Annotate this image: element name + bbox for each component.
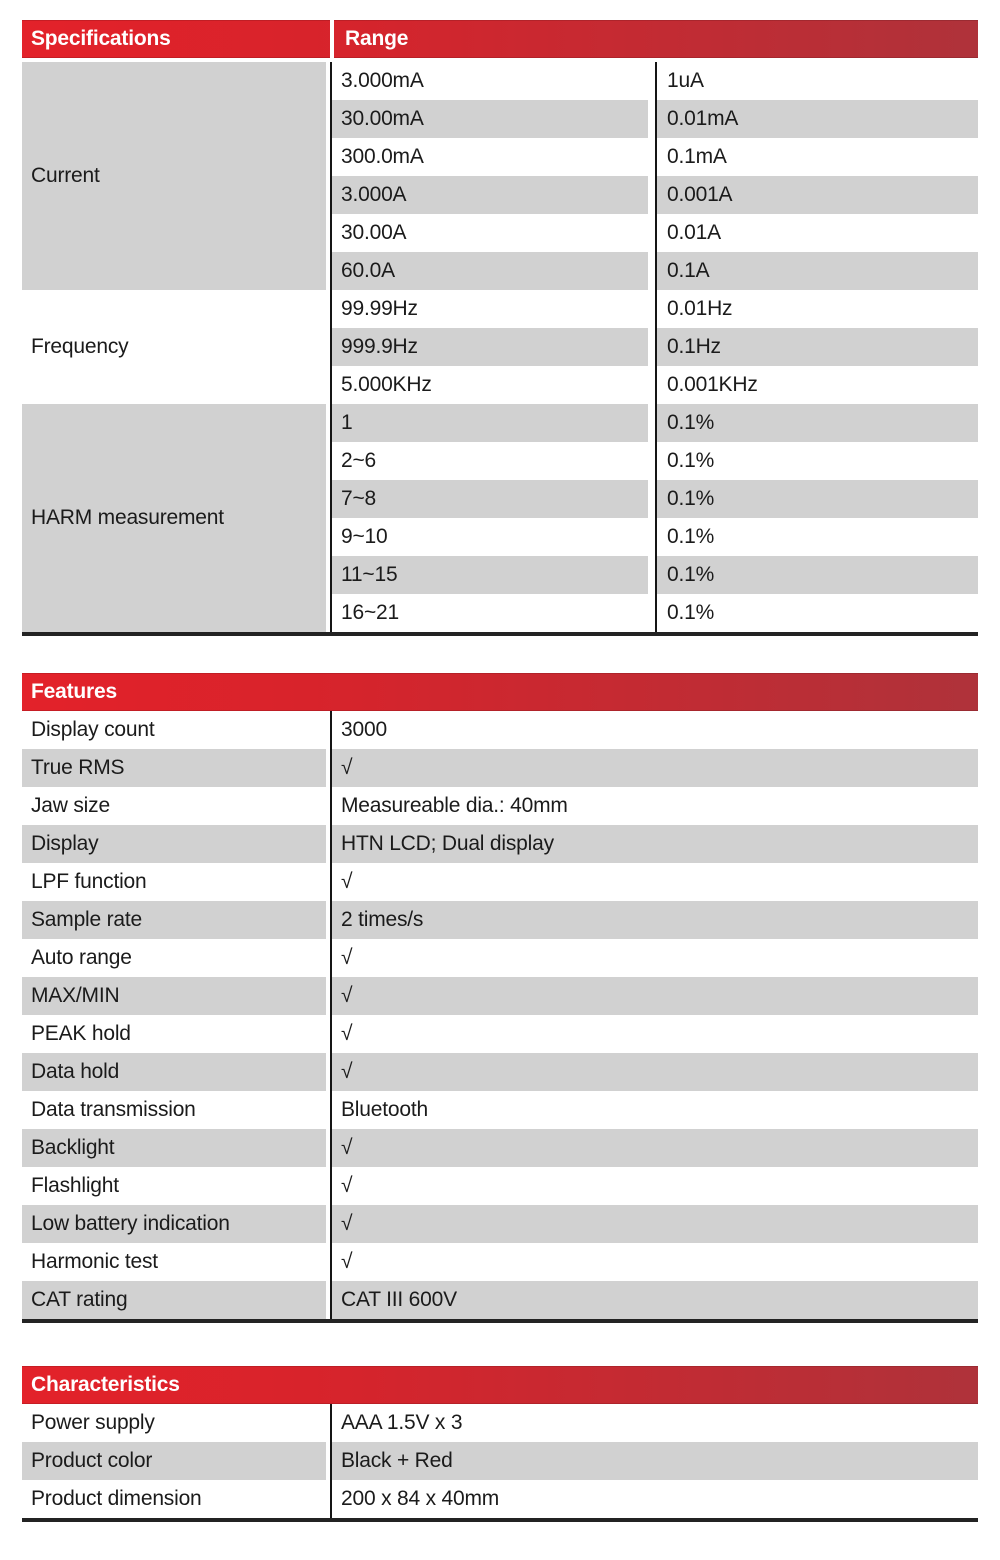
spec-table-header	[22, 20, 978, 58]
range-cell: 1	[330, 404, 655, 442]
value-cell: 2 times/s	[330, 901, 978, 939]
features-header-label: Features	[31, 680, 117, 703]
range-cell: 60.0A	[330, 252, 655, 290]
range-cell: 7~8	[330, 480, 655, 518]
section-label-cell: Frequency	[22, 290, 330, 404]
table-row	[330, 252, 978, 290]
section-label-cell: HARM measurement	[22, 404, 330, 632]
label-cell: Auto range	[22, 939, 330, 977]
value-cell: 200 x 84 x 40mm	[330, 1480, 978, 1518]
range-header-cell	[334, 20, 978, 58]
table-row	[22, 1480, 978, 1518]
resolution-cell: 0.1%	[655, 480, 978, 518]
table-row	[330, 214, 978, 252]
value-cell: √	[330, 1015, 978, 1053]
table-row	[330, 594, 978, 632]
resolution-cell: 0.01mA	[655, 100, 978, 138]
table-row	[22, 1091, 978, 1129]
table-row	[22, 825, 978, 863]
range-cell: 16~21	[330, 594, 655, 632]
table-row	[22, 939, 978, 977]
value-cell: √	[330, 1053, 978, 1091]
table-row	[22, 1167, 978, 1205]
resolution-cell: 0.1Hz	[655, 328, 978, 366]
spec-rows	[330, 62, 978, 290]
table-row	[330, 366, 978, 404]
specifications-header-label: Specifications	[31, 27, 171, 50]
resolution-cell: 0.01A	[655, 214, 978, 252]
label-cell: Harmonic test	[22, 1243, 330, 1281]
spec-section	[22, 62, 978, 290]
resolution-cell: 0.001KHz	[655, 366, 978, 404]
label-cell: Jaw size	[22, 787, 330, 825]
value-cell: √	[330, 939, 978, 977]
table-row	[330, 176, 978, 214]
table-row	[22, 749, 978, 787]
range-cell: 3.000A	[330, 176, 655, 214]
value-cell: Black + Red	[330, 1442, 978, 1480]
value-cell: √	[330, 977, 978, 1015]
table-row	[22, 787, 978, 825]
spec-sheet	[0, 20, 1000, 1560]
table-row	[22, 711, 978, 749]
table-row	[22, 1053, 978, 1091]
value-cell: Measureable dia.: 40mm	[330, 787, 978, 825]
table-row	[22, 1243, 978, 1281]
resolution-cell: 0.1%	[655, 594, 978, 632]
label-cell: Product color	[22, 1442, 330, 1480]
value-cell: Bluetooth	[330, 1091, 978, 1129]
table-row	[22, 1129, 978, 1167]
value-cell: √	[330, 1167, 978, 1205]
label-cell: Power supply	[22, 1404, 330, 1442]
label-cell: Data transmission	[22, 1091, 330, 1129]
label-cell: Low battery indication	[22, 1205, 330, 1243]
range-cell: 3.000mA	[330, 62, 655, 100]
value-cell: √	[330, 1129, 978, 1167]
range-cell: 9~10	[330, 518, 655, 556]
characteristics-table	[22, 1366, 978, 1522]
label-cell: True RMS	[22, 749, 330, 787]
table-row	[22, 1281, 978, 1319]
label-cell: Sample rate	[22, 901, 330, 939]
characteristics-table-header	[22, 1366, 978, 1404]
table-row	[330, 480, 978, 518]
resolution-cell: 0.1A	[655, 252, 978, 290]
resolution-cell: 0.1%	[655, 442, 978, 480]
table-row	[330, 518, 978, 556]
spec-table-body	[22, 58, 978, 632]
label-cell: Backlight	[22, 1129, 330, 1167]
characteristics-header-label: Characteristics	[31, 1373, 180, 1396]
label-cell: LPF function	[22, 863, 330, 901]
label-cell: PEAK hold	[22, 1015, 330, 1053]
table-row	[330, 62, 978, 100]
table-row	[22, 1442, 978, 1480]
value-cell: AAA 1.5V x 3	[330, 1404, 978, 1442]
section-label-cell: Current	[22, 62, 330, 290]
range-cell: 30.00mA	[330, 100, 655, 138]
table-row	[330, 138, 978, 176]
value-cell: HTN LCD; Dual display	[330, 825, 978, 863]
range-cell: 5.000KHz	[330, 366, 655, 404]
resolution-cell: 1uA	[655, 62, 978, 100]
label-cell: Flashlight	[22, 1167, 330, 1205]
features-table-body	[22, 711, 978, 1319]
table-row	[330, 556, 978, 594]
value-cell: √	[330, 863, 978, 901]
table-row	[22, 1015, 978, 1053]
table-row	[22, 977, 978, 1015]
table-row	[330, 328, 978, 366]
resolution-cell: 0.1%	[655, 404, 978, 442]
range-cell: 30.00A	[330, 214, 655, 252]
table-row	[330, 100, 978, 138]
label-cell: Product dimension	[22, 1480, 330, 1518]
label-cell: Display count	[22, 711, 330, 749]
spec-rows	[330, 290, 978, 404]
label-cell: CAT rating	[22, 1281, 330, 1319]
table-row	[330, 404, 978, 442]
range-cell: 2~6	[330, 442, 655, 480]
characteristics-table-body	[22, 1404, 978, 1518]
table-row	[22, 1404, 978, 1442]
table-row	[330, 442, 978, 480]
range-cell: 99.99Hz	[330, 290, 655, 328]
value-cell: √	[330, 1243, 978, 1281]
features-table	[22, 673, 978, 1323]
range-cell: 300.0mA	[330, 138, 655, 176]
value-cell: 3000	[330, 711, 978, 749]
value-cell: √	[330, 1205, 978, 1243]
resolution-cell: 0.1mA	[655, 138, 978, 176]
table-row	[330, 290, 978, 328]
label-cell: MAX/MIN	[22, 977, 330, 1015]
value-cell: √	[330, 749, 978, 787]
resolution-cell: 0.01Hz	[655, 290, 978, 328]
table-row	[22, 1205, 978, 1243]
specifications-table	[22, 20, 978, 636]
spec-rows	[330, 404, 978, 632]
label-cell: Data hold	[22, 1053, 330, 1091]
range-cell: 11~15	[330, 556, 655, 594]
spec-section	[22, 404, 978, 632]
spec-section	[22, 290, 978, 404]
resolution-cell: 0.1%	[655, 518, 978, 556]
range-header-label: Range	[345, 27, 409, 50]
specifications-header-cell	[22, 20, 330, 58]
resolution-cell: 0.1%	[655, 556, 978, 594]
table-row	[22, 901, 978, 939]
features-table-header	[22, 673, 978, 711]
value-cell: CAT III 600V	[330, 1281, 978, 1319]
table-row	[22, 863, 978, 901]
label-cell: Display	[22, 825, 330, 863]
range-cell: 999.9Hz	[330, 328, 655, 366]
resolution-cell: 0.001A	[655, 176, 978, 214]
